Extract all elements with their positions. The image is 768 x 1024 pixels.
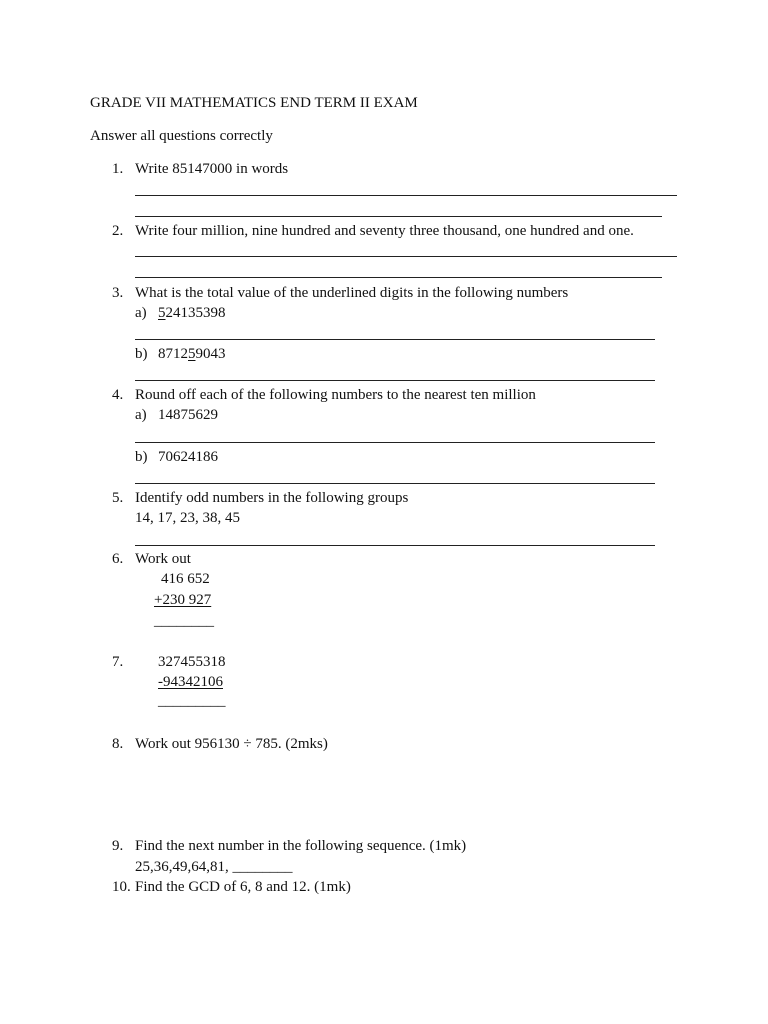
question-3a-number: 524135398: [158, 305, 226, 321]
question-6-text: Work out: [135, 551, 191, 567]
answer-line: [135, 442, 655, 443]
question-3-text: What is the total value of the underlined digits in the following numbers: [135, 285, 569, 301]
question-9-sequence: 25,36,49,64,81, ________: [135, 859, 293, 875]
question-4b-label: b): [135, 449, 148, 465]
underlined-digit: 5: [158, 305, 166, 321]
answer-line: [135, 545, 655, 546]
question-9-number: 9.: [112, 838, 124, 854]
question-4b-number: 70624186: [158, 449, 218, 465]
answer-line: [135, 277, 662, 278]
answer-line: [135, 483, 655, 484]
question-7-answer-line: _________: [158, 693, 226, 709]
question-5-number: 5.: [112, 490, 124, 506]
question-3b-number: 871259043: [158, 346, 226, 362]
answer-line: [135, 339, 655, 340]
question-6-bottom-number: +230 927: [154, 592, 212, 608]
question-6-number: 6.: [112, 551, 124, 567]
answer-line: [135, 380, 655, 381]
question-8-number: 8.: [112, 736, 124, 752]
answer-line: [135, 195, 677, 196]
question-1-number: 1.: [112, 161, 124, 177]
question-2-text: Write four million, nine hundred and seventy three thousand, one hundred and one.: [135, 223, 634, 239]
question-7-number: 7.: [112, 654, 124, 670]
question-5-group: 14, 17, 23, 38, 45: [135, 510, 240, 526]
question-4a-number: 14875629: [158, 407, 218, 423]
question-10-text: Find the GCD of 6, 8 and 12. (1mk): [135, 879, 351, 895]
question-1-text: Write 85147000 in words: [135, 161, 289, 177]
question-3a-label: a): [135, 305, 147, 321]
question-9-text: Find the next number in the following sequence. (1mk): [135, 838, 467, 854]
question-10-number: 10.: [112, 879, 131, 895]
answer-line: [135, 256, 677, 257]
question-8-text: Work out 956130 ÷ 785. (2mks): [135, 736, 328, 752]
question-7-bottom-number: -94342106: [158, 674, 223, 690]
question-3-number: 3.: [112, 285, 124, 301]
question-4a-label: a): [135, 407, 147, 423]
underlined-digit: 5: [188, 346, 196, 362]
question-4-text: Round off each of the following numbers to the nearest ten million: [135, 387, 536, 403]
answer-line: [135, 216, 662, 217]
question-4-number: 4.: [112, 387, 124, 403]
question-6-answer-line: ________: [154, 613, 214, 629]
question-7-top-number: 327455318: [158, 654, 226, 670]
question-5-text: Identify odd numbers in the following groups: [135, 490, 409, 506]
question-2-number: 2.: [112, 223, 124, 239]
instruction: Answer all questions correctly: [90, 128, 273, 144]
question-6-top-number: 416 652: [161, 571, 210, 587]
question-3b-label: b): [135, 346, 148, 362]
question-9-blank: ________: [232, 859, 293, 875]
exam-title: GRADE VII MATHEMATICS END TERM II EXAM: [90, 95, 418, 111]
